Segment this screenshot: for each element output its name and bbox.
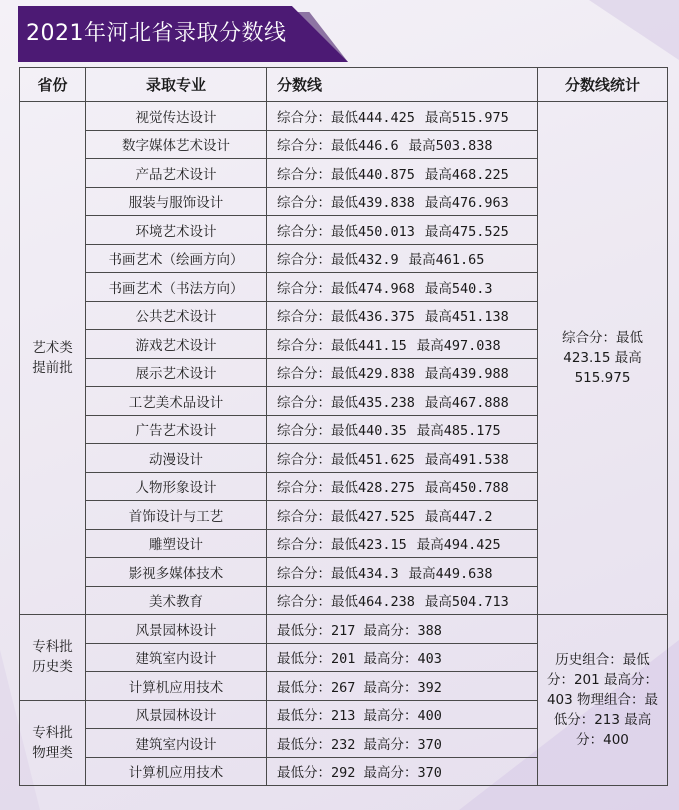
score-label: 综合分： <box>277 309 331 326</box>
score-label: 综合分： <box>277 480 331 497</box>
score-label: 综合分： <box>277 508 331 525</box>
score-min: 最低432.9 <box>331 252 399 269</box>
score-max: 最高468.225 <box>424 166 509 183</box>
score-label: 综合分： <box>277 423 331 440</box>
score-cell <box>267 102 538 131</box>
score-max: 最高515.975 <box>424 109 509 126</box>
score-cell <box>267 301 538 330</box>
major-cell: 环境艺术设计 <box>86 216 267 245</box>
header-province: 省份 <box>20 68 86 102</box>
score-label: 综合分： <box>277 195 331 212</box>
score-cell: 最低分：292 最高分：370 <box>267 757 538 786</box>
major-cell: 广告艺术设计 <box>86 415 267 444</box>
score-label: 综合分： <box>277 451 331 468</box>
score-cell <box>267 529 538 558</box>
score-cell <box>267 501 538 530</box>
header-score: 分数线 <box>267 68 538 102</box>
major-cell: 展示艺术设计 <box>86 358 267 387</box>
score-max: 最高485.175 <box>416 423 501 440</box>
score-label: 综合分： <box>277 394 331 411</box>
major-cell: 计算机应用技术 <box>86 757 267 786</box>
major-cell: 人物形象设计 <box>86 472 267 501</box>
score-label: 综合分： <box>277 565 331 582</box>
score-label: 综合分： <box>277 138 331 155</box>
score-label: 综合分： <box>277 337 331 354</box>
score-label: 综合分： <box>277 166 331 183</box>
province-cell-physics: 专科批 物理类 <box>20 700 86 786</box>
province-cell-art: 艺术类 提前批 <box>20 102 86 615</box>
score-min: 最低434.3 <box>331 565 399 582</box>
score-max: 最高450.788 <box>424 480 509 497</box>
score-label: 综合分： <box>277 366 331 383</box>
score-cell <box>267 558 538 587</box>
score-cell: 最低分：213 最高分：400 <box>267 700 538 729</box>
major-cell: 书画艺术（书法方向） <box>86 273 267 302</box>
score-max: 最高449.638 <box>408 565 493 582</box>
province-cell-history: 专科批 历史类 <box>20 615 86 701</box>
score-max: 最高475.525 <box>424 223 509 240</box>
score-min: 最低441.15 <box>331 337 407 354</box>
stat-cell-vocational: 历史组合：最低分：201 最高分：403 物理组合：最低分：213 最高分：400 <box>538 615 668 786</box>
score-max: 最高503.838 <box>408 138 493 155</box>
score-max: 最高461.65 <box>408 252 485 269</box>
score-max: 最高439.988 <box>424 366 509 383</box>
score-min: 最低451.625 <box>331 451 415 468</box>
score-cell <box>267 586 538 615</box>
score-cell <box>267 216 538 245</box>
score-max: 最高476.963 <box>424 195 509 212</box>
score-min: 最低464.238 <box>331 594 415 611</box>
major-cell: 美术教育 <box>86 586 267 615</box>
major-cell: 产品艺术设计 <box>86 159 267 188</box>
score-min: 最低427.525 <box>331 508 415 525</box>
score-max: 最高540.3 <box>424 280 493 297</box>
major-cell: 建筑室内设计 <box>86 643 267 672</box>
score-label: 综合分： <box>277 252 331 269</box>
score-min: 最低440.35 <box>331 423 407 440</box>
score-cell <box>267 159 538 188</box>
major-cell: 风景园林设计 <box>86 615 267 644</box>
major-cell: 书画艺术（绘画方向） <box>86 244 267 273</box>
page-title: 2021年河北省录取分数线 <box>26 21 287 46</box>
score-max: 最高447.2 <box>424 508 493 525</box>
major-cell: 视觉传达设计 <box>86 102 267 131</box>
score-min: 最低440.875 <box>331 166 415 183</box>
score-min: 最低474.968 <box>331 280 415 297</box>
score-cell <box>267 415 538 444</box>
score-cell <box>267 358 538 387</box>
major-cell: 工艺美术品设计 <box>86 387 267 416</box>
major-cell: 影视多媒体技术 <box>86 558 267 587</box>
score-cell: 最低分：267 最高分：392 <box>267 672 538 701</box>
score-min: 最低446.6 <box>331 138 399 155</box>
stat-cell-art: 综合分：最低423.15 最高515.975 <box>538 102 668 615</box>
decor-triangle-top <box>529 0 679 60</box>
header-stat: 分数线统计 <box>538 68 668 102</box>
score-min: 最低423.15 <box>331 537 407 554</box>
score-cell <box>267 330 538 359</box>
score-min: 最低429.838 <box>331 366 415 383</box>
major-cell: 建筑室内设计 <box>86 729 267 758</box>
score-min: 最低428.275 <box>331 480 415 497</box>
score-label: 综合分： <box>277 537 331 554</box>
major-cell: 雕塑设计 <box>86 529 267 558</box>
score-min: 最低444.425 <box>331 109 415 126</box>
score-label: 综合分： <box>277 223 331 240</box>
score-label: 综合分： <box>277 280 331 297</box>
table-header-row <box>20 68 668 102</box>
score-cell <box>267 244 538 273</box>
score-min: 最低435.238 <box>331 394 415 411</box>
score-cell <box>267 444 538 473</box>
major-cell: 游戏艺术设计 <box>86 330 267 359</box>
major-cell: 服装与服饰设计 <box>86 187 267 216</box>
major-cell: 公共艺术设计 <box>86 301 267 330</box>
major-cell: 计算机应用技术 <box>86 672 267 701</box>
major-cell: 动漫设计 <box>86 444 267 473</box>
score-max: 最高504.713 <box>424 594 509 611</box>
score-max: 最高467.888 <box>424 394 509 411</box>
score-min: 最低450.013 <box>331 223 415 240</box>
major-cell: 首饰设计与工艺 <box>86 501 267 530</box>
score-cell <box>267 273 538 302</box>
title-banner <box>18 6 348 62</box>
score-cell <box>267 472 538 501</box>
score-min: 最低436.375 <box>331 309 415 326</box>
score-cell: 最低分：217 最高分：388 <box>267 615 538 644</box>
major-cell: 风景园林设计 <box>86 700 267 729</box>
table-body <box>20 102 668 786</box>
major-cell: 数字媒体艺术设计 <box>86 130 267 159</box>
score-cell: 最低分：232 最高分：370 <box>267 729 538 758</box>
table-row <box>20 102 668 131</box>
score-max: 最高451.138 <box>424 309 509 326</box>
score-max: 最高497.038 <box>416 337 501 354</box>
admission-score-table <box>19 67 668 786</box>
score-min: 最低439.838 <box>331 195 415 212</box>
score-max: 最高491.538 <box>424 451 509 468</box>
score-label: 综合分： <box>277 109 331 126</box>
score-max: 最高494.425 <box>416 537 501 554</box>
score-cell <box>267 187 538 216</box>
score-cell <box>267 387 538 416</box>
header-major: 录取专业 <box>86 68 267 102</box>
score-cell: 最低分：201 最高分：403 <box>267 643 538 672</box>
table-row <box>20 615 668 644</box>
score-cell <box>267 130 538 159</box>
score-label: 综合分： <box>277 594 331 611</box>
